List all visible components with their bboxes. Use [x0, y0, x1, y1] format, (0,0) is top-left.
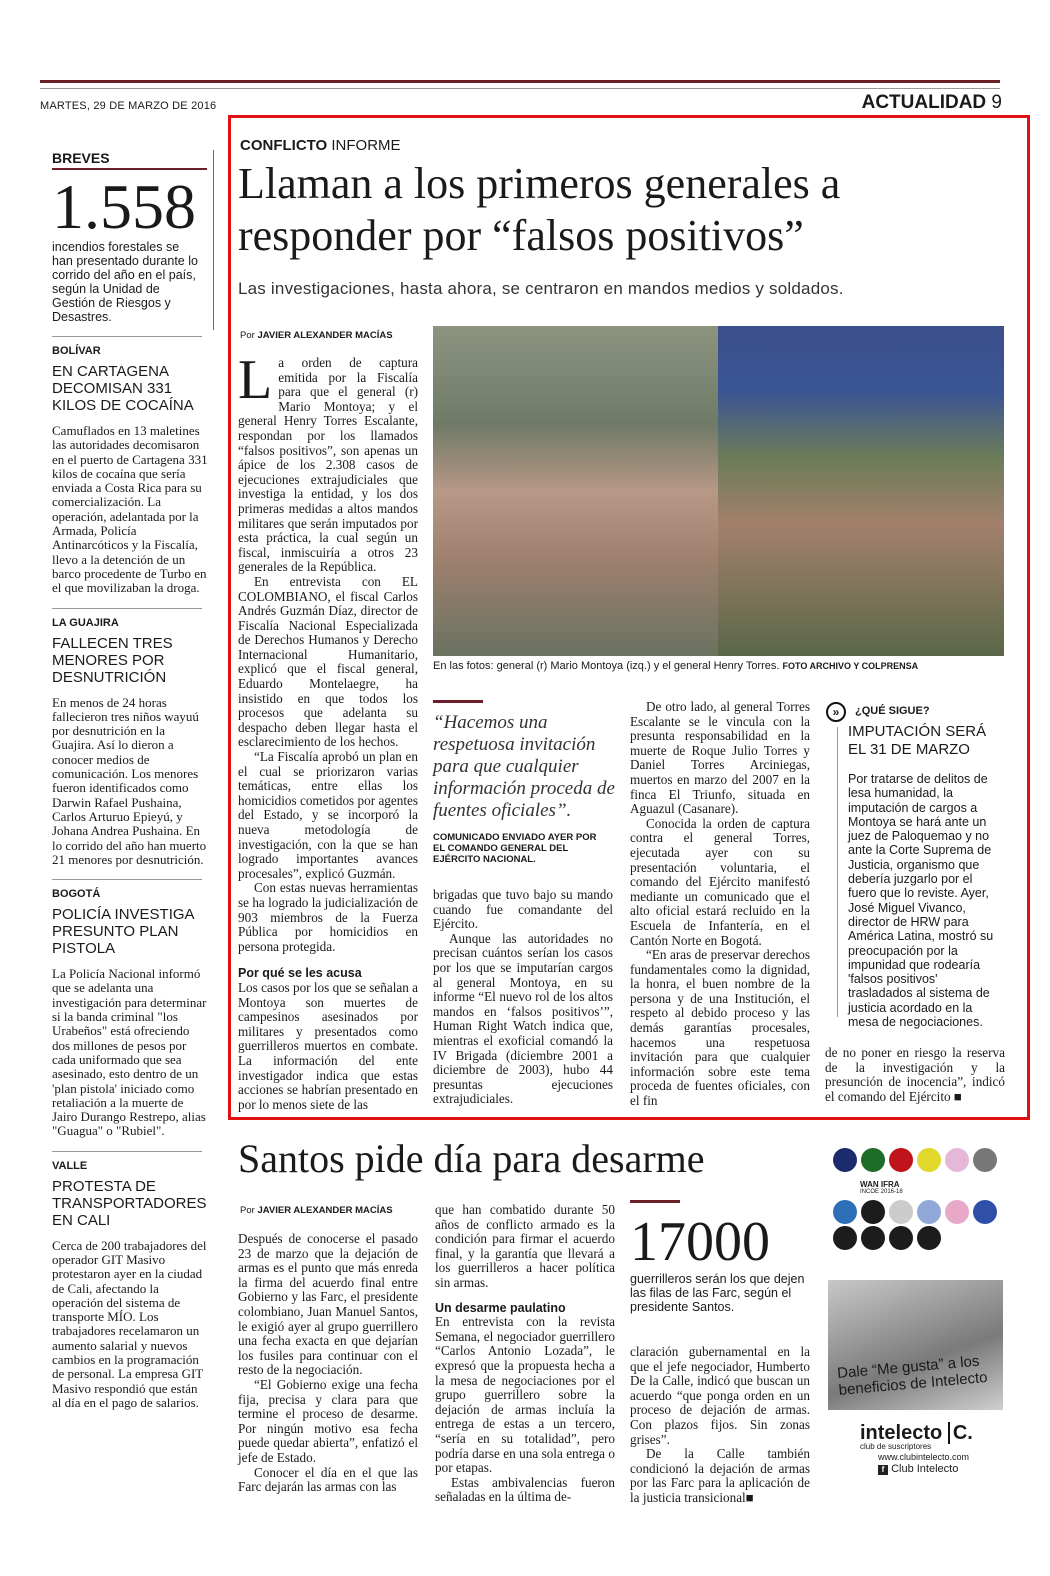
article2-column-3 [630, 1345, 810, 1506]
photo-montoya [433, 326, 718, 656]
ad-dot [945, 1148, 969, 1172]
byline-prefix: Por [240, 330, 255, 341]
brief-title: PROTESTA DE TRANSPORTADORES EN CALI [52, 1177, 207, 1229]
brand-text: intelecto [860, 1422, 943, 1444]
dropcap: L [238, 349, 273, 411]
brief-title: EN CARTAGENA DECOMISAN 331 KILOS DE COCAÍNA [52, 363, 194, 414]
brief-title: FALLECEN TRES MENORES POR DESNUTRICIÓN [52, 634, 173, 686]
chevron-right-icon: » [826, 702, 846, 722]
paragraph: “En aras de preservar derechos fundamentales como la dignidad, la honra, el buen nombre de la persona y de una Institución, el respeto al debido proceso y las demás garantías procesales, hacemos una respetuosa invitación para que cualquier información sobre este tema proceda de fuentes oficiales, con el fin [630, 947, 810, 1109]
big-number-bar [630, 1200, 680, 1203]
kicker-light: INFORME [331, 137, 401, 154]
article2-column-2 [435, 1203, 615, 1505]
photo-torres [718, 326, 1004, 656]
wan-ifra-badge [860, 1180, 940, 1202]
ad-dot [889, 1200, 913, 1224]
que-sigue-label: ¿QUÉ SIGUE? [855, 705, 930, 717]
section-label: ACTUALIDAD [861, 92, 987, 113]
paragraph: brigadas que tuvo bajo su mando cuando fue comandante del Ejército. [433, 887, 613, 932]
ad-dot [861, 1148, 885, 1172]
breves-big-caption: incendios forestales se han presentado durante lo corrido del año en el país, según la Unidad de Gestión de Riesgos y Desastres. [52, 240, 198, 324]
ad-url[interactable]: www.clubintelecto.com [878, 1452, 970, 1462]
paragraph: Estas ambivalencias fueron señaladas en la última de- [435, 1474, 615, 1505]
divider [52, 879, 202, 880]
brief-category: BOGOTÁ [52, 888, 101, 901]
byline-prefix: Por [240, 1205, 255, 1216]
ad-dot [889, 1148, 913, 1172]
article2-byline [240, 1205, 393, 1216]
ad-dot [973, 1200, 997, 1224]
brand-mark: C. [948, 1422, 973, 1444]
article2-big-caption: guerrilleros serán los que dejen las filas de las Farc, según el presidente Santos. [630, 1272, 805, 1314]
badge-text: WAN IFRA [860, 1180, 900, 1189]
que-sigue-divider [837, 727, 838, 1017]
que-sigue-title: IMPUTACIÓN SERÁ EL 31 DE MARZO [848, 723, 987, 758]
ad-dot [917, 1148, 941, 1172]
byline-author: JAVIER ALEXANDER MACÍAS [257, 330, 393, 341]
article2-big-number: 17000 [630, 1211, 770, 1273]
brief-category: VALLE [52, 1159, 88, 1172]
facebook-icon: f [878, 1465, 888, 1475]
top-rule [40, 80, 1000, 83]
paragraph: Después de conocerse el pasado 23 de marzo que la dejación de armas es el punto que más enreda la firma del acuerdo final entre Gobierno y las Farc, el presidente colombiano, Juan Manuel Santos, le exigió ayer al grupo guerrillero una fecha exacta en que dejarían los fusiles para continuar con el resto de la negociación. [238, 1231, 418, 1378]
thin-rule [40, 88, 1000, 89]
paragraph: De la Calle también condicionó la dejación de armas por las Farc para la aplicación de la justicia transicional■ [630, 1446, 810, 1505]
article-column-1 [238, 349, 418, 1112]
breves-heading: BREVES [52, 150, 207, 170]
ad-slogan[interactable]: Dale “Me gusta” a los beneficios de Intelecto [836, 1352, 989, 1399]
article-byline [240, 330, 393, 341]
byline-author: JAVIER ALEXANDER MACÍAS [257, 1205, 393, 1216]
paragraph-text: a orden de captura emitida por la Fiscalía para que el general (r) Mario Montoya; y el general Henry Torres Escalante, respondan por los llamados “falsos positivos”, son apenas un ápice de los 2.308 casos de ejecuciones extrajudiciales que investiga la entidad, y los dos primeras medidas a altos mandos militares que serán imputados por esta práctica, la cual según un fiscal, inmiscuiría a otros 23 generales de la República. [238, 355, 418, 575]
photo-caption [433, 660, 918, 672]
ad-dot [833, 1200, 857, 1224]
ad-dot [833, 1226, 857, 1250]
pull-quote: “Hacemos una respetuosa invitación para que cualquier información proceda de fuentes oficiales”. [433, 712, 615, 821]
article-column-2 [433, 888, 613, 1107]
brief-body: La Policía Nacional informó que se adelanta una investigación para determinar si la banda criminal "los Urabeños" está ofreciendo dos millones de pesos por cada uniformado que sea asesinado, esto dentro de un 'plan pistola' iniciado como retaliación a la muerte de Jairo Durango Restrepo, alias "Guagua" o "Rubiel". [52, 966, 207, 1139]
paragraph: “El Gobierno exige una fecha fija, precisa y clara para que termine el proceso de desarme. Por ningún motivo esa fecha puede quedar abierta”, enfatizó el jefe de Estado. [238, 1376, 418, 1465]
paragraph: De otro lado, al general Torres Escalante se le vincula con la presunta responsabilidad en la muerte de Roque Julio Torres y Daniel Torres Arciniegas, muertos en marzo del 2007 en la finca El Triunfo, situada en Aguazul (Casanare). [630, 699, 810, 817]
paragraph: Con estas nuevas herramientas se ha logrado la judicialización de 903 miembros de la Fuerza Pública por homicidios en persona protegida. [238, 880, 418, 954]
ad-dot [889, 1226, 913, 1250]
paragraph: claración gubernamental en la que el jefe negociador, Humberto De la Calle, indicó que buscan un acuerdo “que ponga orden en un proceso de dejación de armas. Con plazos fijos. Sin zonas grises”. [630, 1344, 810, 1447]
article2-column-1 [238, 1232, 418, 1495]
brand-subtitle: club de suscriptores [860, 1442, 932, 1451]
ad-dot [861, 1226, 885, 1250]
paragraph: Los casos por los que se señalan a Montoya son muertes de campesinos asesinados por militares y presentados como guerrilleros muertos en combate. La información del ente investigador indica que estas acciones se habrían presentado en por lo menos siete de las [238, 979, 418, 1112]
section-title [862, 92, 1002, 114]
paragraph: En entrevista con EL COLOMBIANO, el fiscal Carlos Andrés Guzmán Díaz, director de Fiscalía Nacional Especializada de Derechos Humanos y Derecho Internacional Humanitario, explicó que el fiscal general, Eduardo Montelaegre, ha insistido en que todos los procesos que adelanta su despacho deben llegar hasta el esclarecimiento de los hechos. [238, 573, 418, 750]
que-sigue-body: Por tratarse de delitos de lesa humanidad, la imputación de cargos a Montoya se hará ante un juez de Paloquemao y no ante la Corte Suprema de Justicia, organismo que debería juzgarlo por el fuero que lo reviste. Ayer, José Miguel Vivanco, director de HRW para América Latina, mostró su preocupación por la impunidad que rodearía 'falsos positivos' trasladados al sistema de justicia acordado en la mesa de negociaciones. [848, 772, 994, 1030]
issue-date: MARTES, 29 DE MARZO DE 2016 [40, 100, 217, 112]
paragraph: “La Fiscalía aprobó un plan en el cual se priorizaron varias temáticas, entre ellas los homicidios cometidos por agentes del Estado, y se incorporó la nueva metodología de investigación, con la que se han logrado importantes avances procesales”, explicó Guzmán. [238, 749, 418, 881]
ad-dot [945, 1200, 969, 1224]
subhead: Por qué se les acusa [238, 966, 362, 981]
divider [52, 608, 202, 609]
brief-category: BOLÍVAR [52, 345, 101, 357]
ad-dot [861, 1200, 885, 1224]
brief-category: LA GUAJIRA [52, 616, 119, 629]
page-number: 9 [991, 92, 1002, 113]
quote-source: COMUNICADO ENVIADO AYER POR EL COMANDO GENERAL DEL EJÉRCITO NACIONAL. [433, 832, 597, 865]
kicker-bold: CONFLICTO [240, 137, 328, 154]
article2-headline: Santos pide día para desarme [238, 1136, 705, 1181]
article-kicker [240, 137, 401, 154]
paragraph: Conocer el día en el que las Farc dejarán las armas con las [238, 1464, 418, 1495]
paragraph: Conocida la orden de captura contra el general Torres, ejecutada ayer con su presentación voluntaria, el comando del Ejército manifestó mediante un comunicado que el alto oficial estará recluido en la Escuela de Infantería, en el Cantón Norte en Bogotá. [630, 815, 810, 948]
subhead: Un desarme paulatino [435, 1300, 566, 1315]
breves-big-number: 1.558 [52, 171, 196, 242]
sidebar-divider [213, 150, 214, 330]
paragraph: Aunque las autoridades no precisan cuántos serían los casos por los que se imputarían cargos al general Montoya, en su informe “El nuevo rol de los altos mandos en ‘falsos positivos’”, Human Right Watch indica que, mientras el exoficial comandó la IV Brigada (diciembre 2001 a diciembre de 2003), hubo 44 presuntas ejecuciones extrajudiciales. [433, 930, 613, 1107]
paragraph: que han combatido durante 50 años de conflicto armado es la condición para firmar el acuerdo final, y la garantía que llevará a los guerrilleros a hacer política sin armas. [435, 1202, 615, 1290]
caption-text: En las fotos: general (r) Mario Montoya (izq.) y el general Henry Torres. [433, 660, 780, 672]
facebook-label: Club Intelecto [891, 1463, 959, 1475]
divider [52, 336, 202, 337]
brief-title: POLICÍA INVESTIGA PRESUNTO PLAN PISTOLA [52, 906, 194, 958]
quote-bar [433, 700, 483, 703]
article-column-3 [630, 700, 810, 1109]
brief-body: Cerca de 200 trabajadores del operador GIT Masivo protestaron ayer en la ciudad de Cali, afectando la operación del sistema de transporte MÍO. Los trabajadores recelamaron un aumento salarial y nuevos cambios en la programación de personal. La empresa GIT Masivo respondió que están al día en el pago de salarios. [52, 1237, 207, 1410]
paragraph: En entrevista con la revista Semana, el negociador guerrillero “Carlos Antonio Lozada”, le expresó que la propuesta hecha a la mesa de negociaciones por el grupo guerrillero sobre la dejación de armas incluía la entrega de estas a un tercero, “sería en su totalidad”, pero podría darse en una sola entrega o por etapas. [435, 1314, 615, 1476]
facebook-link[interactable] [878, 1463, 958, 1475]
ad-dot [833, 1148, 857, 1172]
brief-body: Camuflados en 13 maletines las autoridades decomisaron en el puerto de Cartagena 331 kilos de cocaína que sería enviada a Costa Rica para su comercialización. La operación, adelantada por la Armada, Policía Antinarcóticos y la Fiscalía, llevo a la detención de un barco procedente de Turbo en el que movilizaban la droga. [52, 423, 208, 596]
ad-dot [917, 1200, 941, 1224]
photo-credit: FOTO ARCHIVO Y COLPRENSA [782, 661, 919, 671]
article-column-4 [825, 1046, 1005, 1104]
article-headline: Llaman a los primeros generales a responder por “falsos positivos” [238, 159, 841, 260]
article-deck: Las investigaciones, hasta ahora, se centraron en mandos medios y soldados. [238, 279, 844, 298]
divider [52, 1151, 202, 1152]
breves-sidebar [52, 150, 212, 1410]
badge-sub: INCOE 2016-18 [860, 1189, 903, 1195]
ad-dot [917, 1226, 941, 1250]
paragraph [238, 349, 418, 575]
paragraph: de no poner en riesgo la reserva de la investigación y la presunción de inocencia”, indicó el comando del Ejército ■ [825, 1045, 1005, 1104]
ad-dot [973, 1148, 997, 1172]
brief-body: En menos de 24 horas fallecieron tres niños wayuú por desnutrición en la Guajira. Así lo dieron a conocer medios de comunicación. Los menores fueron identificados como Darwin Rafael Pushaina, Carlos Arturuo Epieyú, y Johana Andrea Pushaina. En lo corrido del año han muerto 21 menores por desnutrición. [52, 694, 207, 867]
